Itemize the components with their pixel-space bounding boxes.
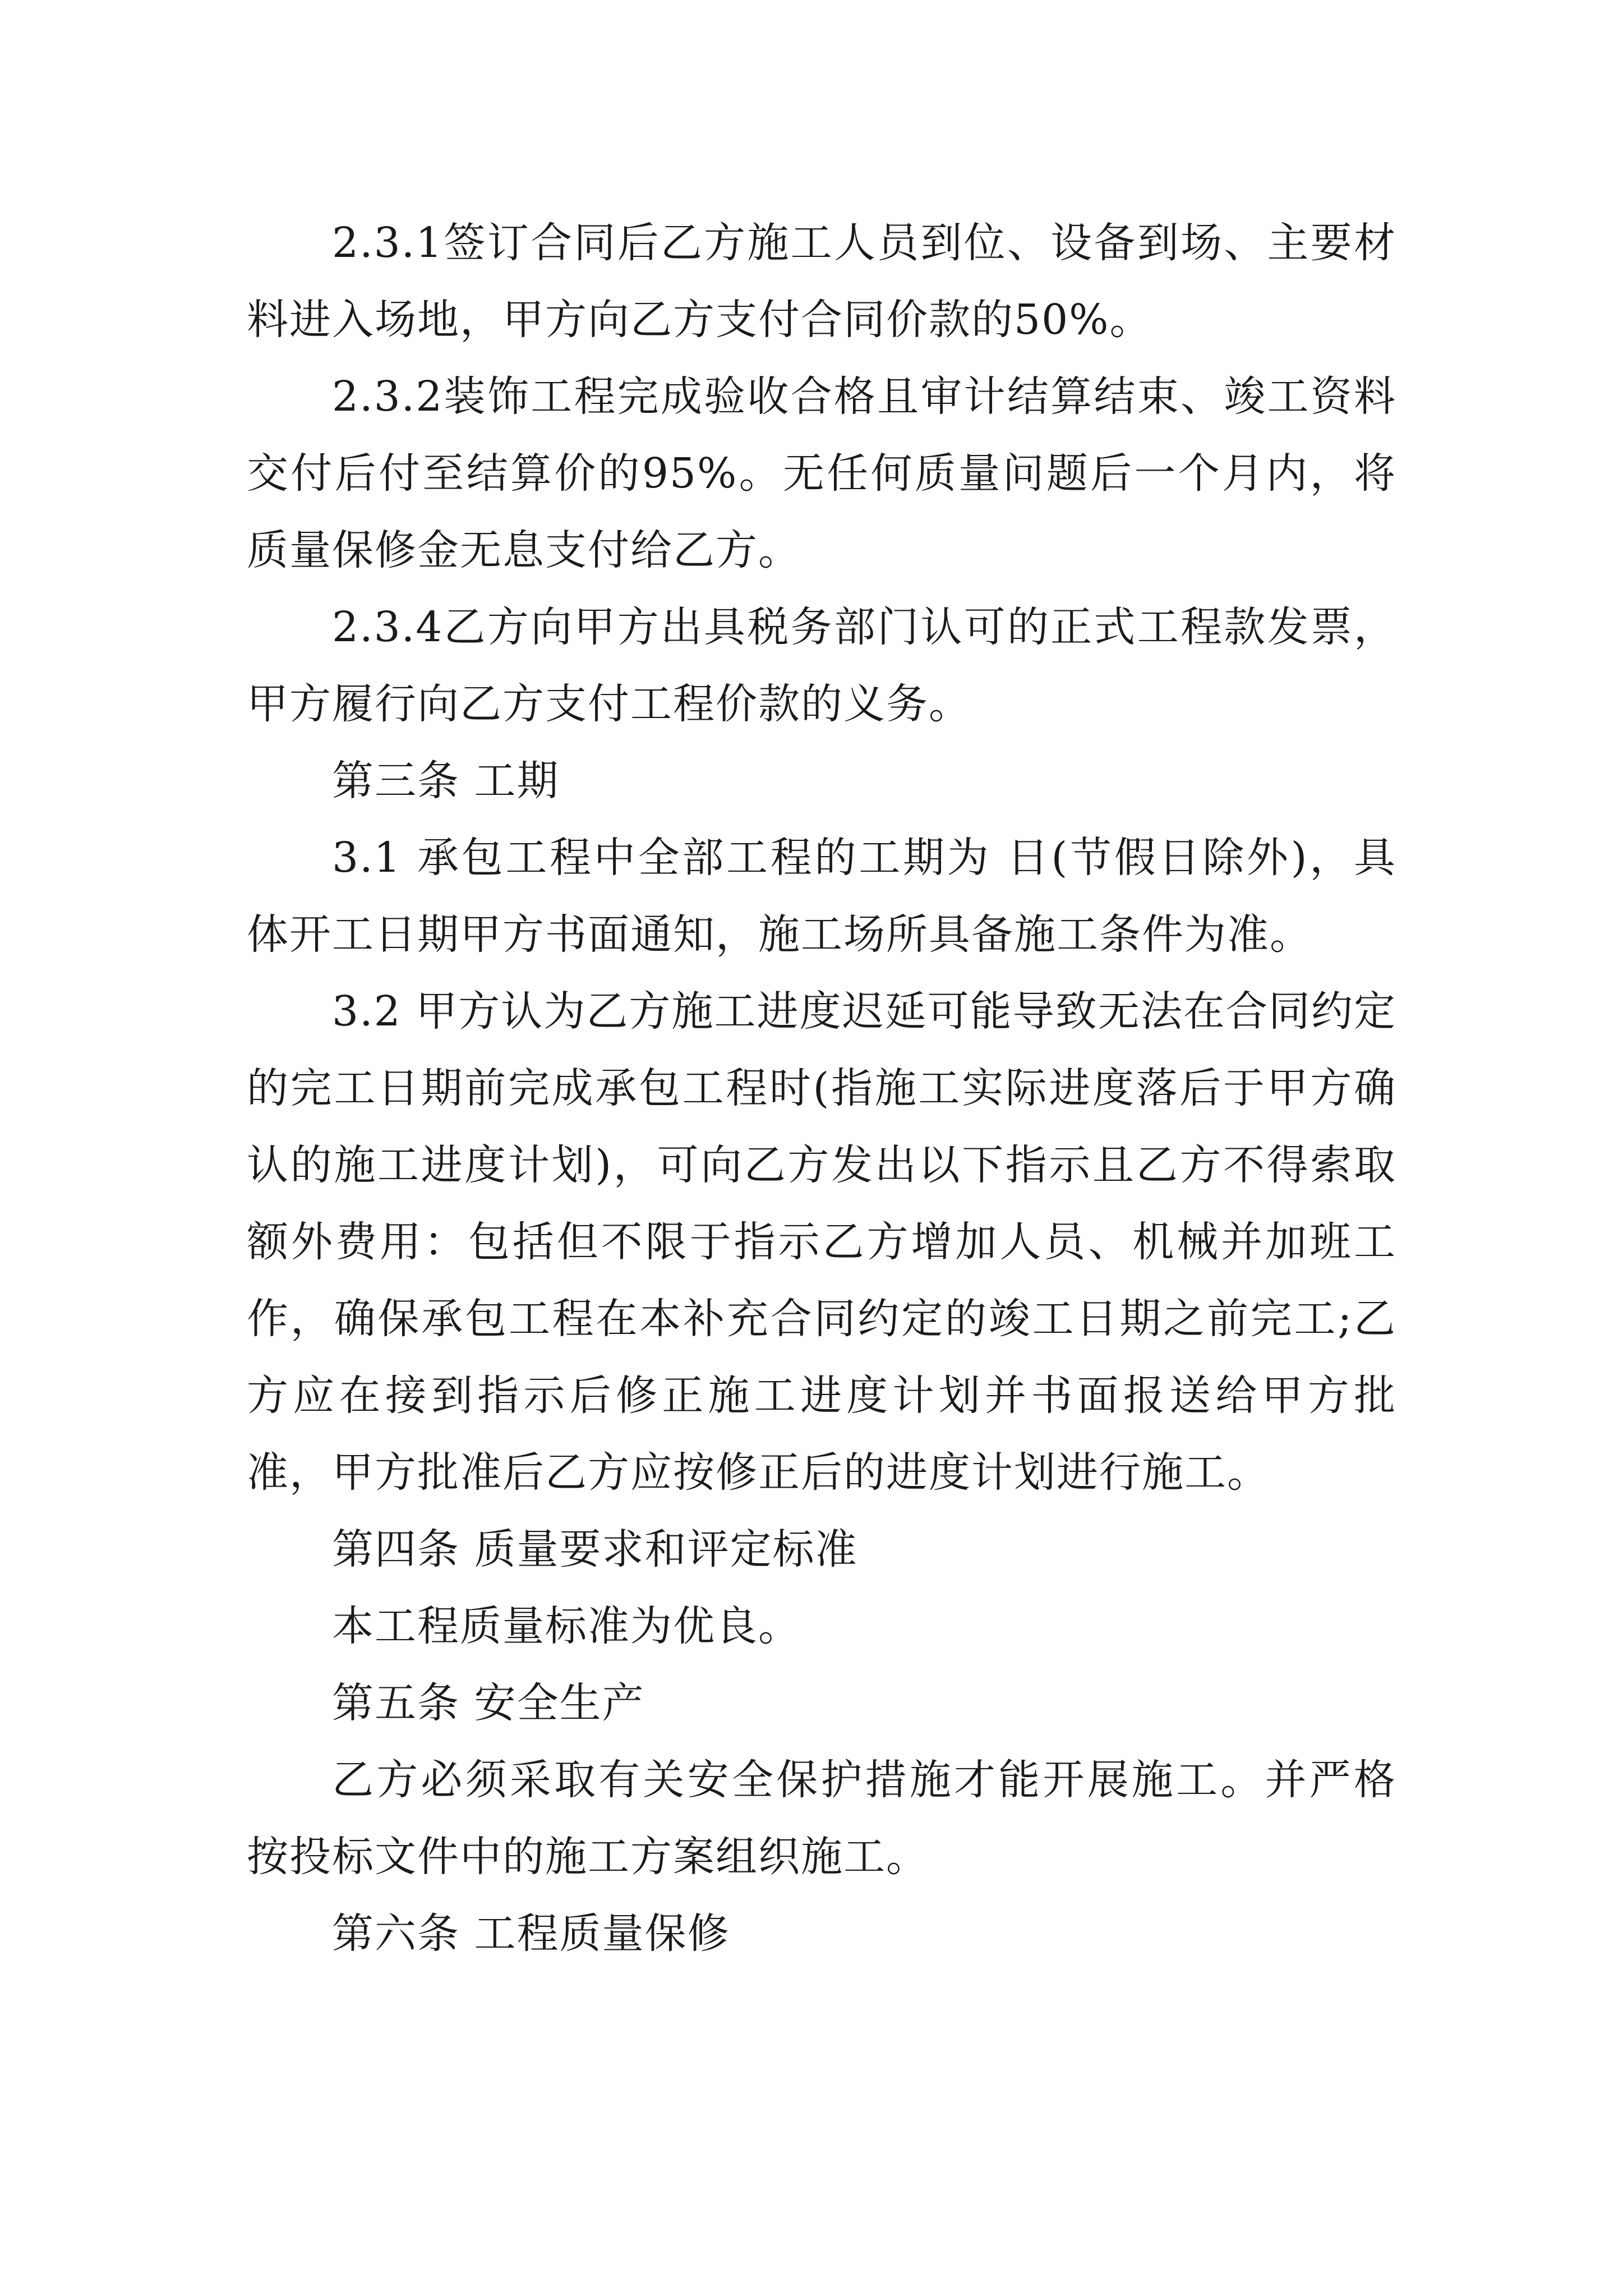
- paragraph-3-1: 3.1 承包工程中全部工程的工期为 日(节假日除外)，具体开工日期甲方书面通知，施工场所具备施工条件为准。: [247, 834, 1396, 959]
- document-body: [247, 205, 1396, 1972]
- paragraph-2-3-1: 2.3.1签订合同后乙方施工人员到位、设备到场、主要材料进入场地，甲方向乙方支付合同价款的50%。: [247, 219, 1396, 344]
- heading-article-3: 第三条 工期: [332, 757, 560, 805]
- paragraph-safety: 乙方必须采取有关安全保护措施才能开展施工。并严格按投标文件中的施工方案组织施工。: [247, 1756, 1396, 1881]
- heading-article-6: 第六条 工程质量保修: [332, 1910, 730, 1958]
- paragraph-quality-standard: 本工程质量标准为优良。: [332, 1602, 801, 1650]
- paragraph-3-2: 3.2 甲方认为乙方施工进度迟延可能导致无法在合同约定的完工日期前完成承包工程时(指施工实际进度落后于甲方确认的施工进度计划)，可向乙方发出以下指示且乙方不得索取额外费用：包括但不限于指示乙方增加人员、机械并加班工作，确保承包工程在本补充合同约定的竣工日期之前完工;乙方应在接到指示后修正施工进度计划并书面报送给甲方批准，甲方批准后乙方应按修正后的进度计划进行施工。: [247, 987, 1396, 1497]
- heading-article-5: 第五条 安全生产: [332, 1679, 645, 1727]
- paragraph-2-3-2: 2.3.2装饰工程完成验收合格且审计结算结束、竣工资料交付后付至结算价的95%。无任何质量问题后一个月内，将质量保修金无息支付给乙方。: [247, 372, 1396, 574]
- paragraph-2-3-4: 2.3.4乙方向甲方出具税务部门认可的正式工程款发票，甲方履行向乙方支付工程价款的义务。: [247, 603, 1396, 728]
- heading-article-4: 第四条 质量要求和评定标准: [332, 1525, 858, 1573]
